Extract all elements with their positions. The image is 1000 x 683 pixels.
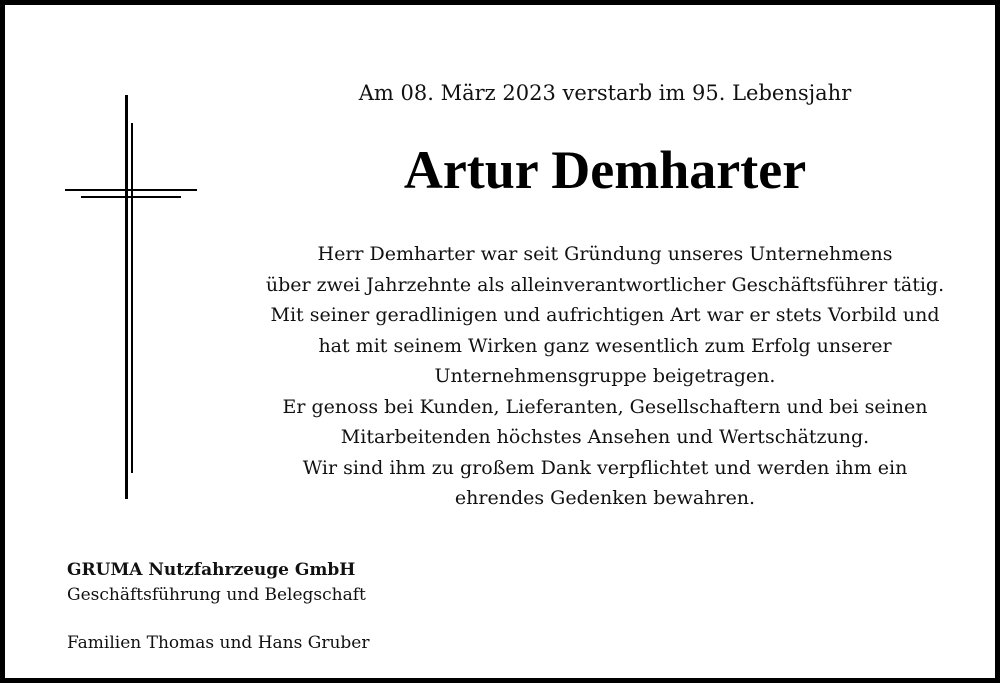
- cross-icon: [65, 95, 197, 499]
- tribute-line: Unternehmensgruppe beigetragen.: [434, 365, 776, 387]
- tribute-line: Mit seiner geradlinigen und aufrichtigen Art war er stets Vorbild und: [270, 304, 940, 326]
- tribute-text: [205, 239, 1000, 514]
- tribute-line: über zwei Jahrzehnte als alleinverantwortlicher Geschäftsführer tätig.: [265, 273, 945, 296]
- families-line: Familien Thomas und Hans Gruber: [67, 633, 370, 653]
- tribute-line: Er genoss bei Kunden, Lieferanten, Gesellschaftern und bei seinen: [282, 395, 928, 418]
- death-date-line: Am 08. März 2023 verstarb im 95. Lebensjahr: [358, 81, 852, 105]
- company-name: GRUMA Nutzfahrzeuge GmbH: [67, 560, 356, 580]
- tribute-line: Wir sind ihm zu großem Dank verpflichtet und werden ihm ein: [302, 456, 908, 479]
- signers-line: Geschäftsführung und Belegschaft: [67, 585, 366, 605]
- tribute-line: Herr Demharter war seit Gründung unseres Unternehmens: [317, 243, 893, 265]
- deceased-name: Artur Demharter: [403, 140, 807, 200]
- tribute-line: hat mit seinem Wirken ganz wesentlich zum Erfolg unserer: [318, 334, 892, 357]
- tribute-line: ehrendes Gedenken bewahren.: [454, 487, 756, 509]
- tribute-line: Mitarbeitenden höchstes Ansehen und Wertschätzung.: [340, 426, 870, 448]
